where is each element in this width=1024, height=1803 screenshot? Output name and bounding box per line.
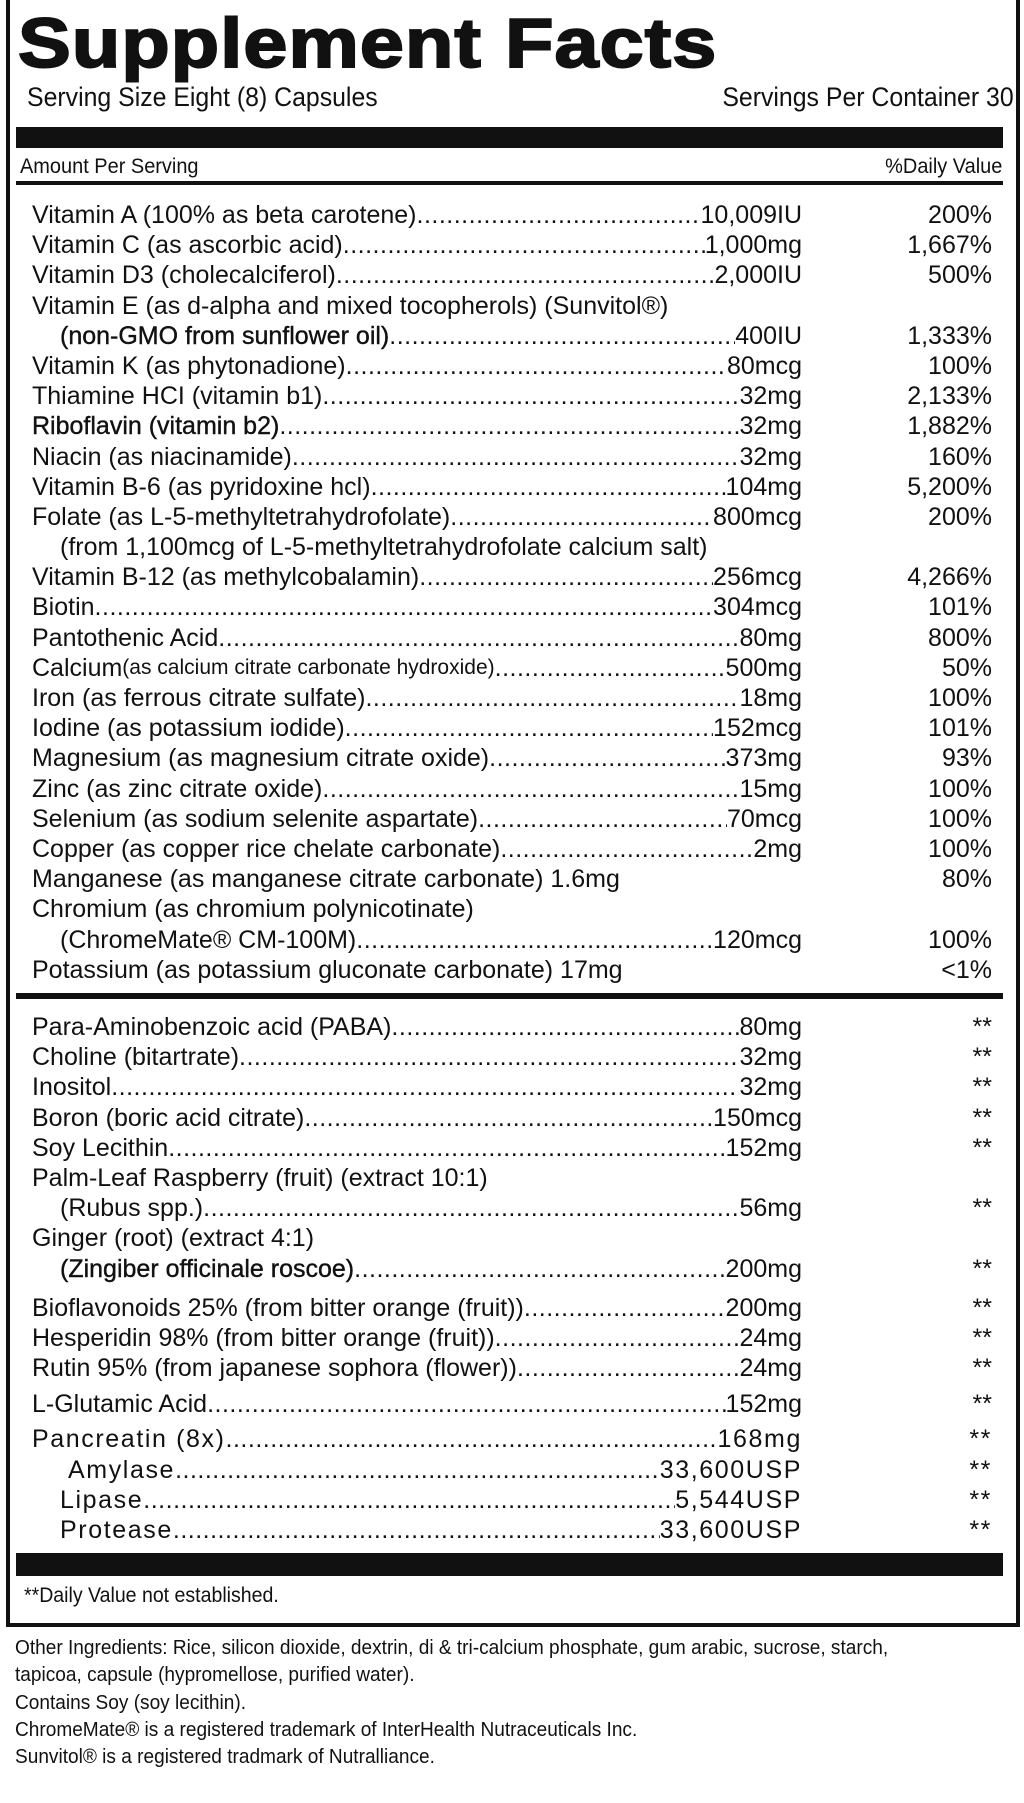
- dot-leader: [304, 1103, 713, 1133]
- nutrient-name: Riboflavin (vitamin b2): [32, 412, 280, 441]
- dot-leader: [111, 1072, 739, 1102]
- daily-value: 100%: [928, 684, 992, 712]
- nutrient-line: [32, 562, 802, 592]
- nutrient-row: [28, 1455, 992, 1485]
- dot-leader: [500, 834, 753, 864]
- nutrient-amount: 304mcg: [713, 593, 802, 622]
- nutrient-row: [28, 834, 992, 864]
- nutrient-amount: 2,000IU: [714, 261, 802, 290]
- nutrient-name: Selenium (as sodium selenite aspartate): [32, 804, 479, 833]
- divider: [16, 181, 1003, 185]
- nutrient-line: [32, 1072, 802, 1102]
- nutrient-name: (Zingiber officinale roscoe): [60, 1254, 355, 1283]
- nutrient-amount: 33,600USP: [659, 1516, 802, 1544]
- dot-leader: [478, 804, 727, 834]
- nutrient-amount: 800mcg: [713, 502, 802, 531]
- nutrient-amount: 152mcg: [713, 714, 802, 743]
- dot-leader: [495, 1323, 740, 1353]
- nutrient-name: Rutin 95% (from japanese sophora (flower)): [32, 1354, 517, 1383]
- nutrient-name: Para-Aminobenzoic acid (PABA): [32, 1013, 392, 1041]
- nutrient-line: [32, 774, 802, 804]
- daily-value: **: [969, 1455, 992, 1484]
- nutrient-row: [28, 955, 992, 985]
- nutrient-amount: 500mg: [725, 653, 802, 682]
- nutrient-row: [28, 1103, 992, 1133]
- nutrient-row: [28, 1293, 992, 1323]
- nutrient-row: [28, 894, 992, 924]
- dot-leader: [95, 592, 714, 622]
- dot-leader: [292, 442, 740, 472]
- nutrient-name: Amylase: [68, 1455, 176, 1484]
- nutrient-row: [28, 1223, 992, 1253]
- daily-value: <1%: [941, 955, 992, 984]
- nutrient-name: Vitamin B-12 (as methylcobalamin): [32, 563, 420, 592]
- daily-value: 200%: [928, 502, 992, 531]
- nutrient-row: [28, 1485, 992, 1515]
- daily-value: 101%: [928, 714, 992, 743]
- nutrient-name: Vitamin D3 (cholecalciferol): [32, 261, 336, 290]
- nutrient-amount: 200mg: [725, 1254, 802, 1283]
- other-ingredients-text: [15, 1634, 1010, 1770]
- other-ingredients-list: [28, 1012, 992, 1545]
- thick-divider: [16, 127, 1003, 148]
- dot-leader: [345, 713, 713, 743]
- daily-value: 80%: [941, 865, 992, 894]
- daily-value: **: [972, 1103, 992, 1132]
- dot-leader: [322, 381, 739, 411]
- dot-leader: [524, 1293, 726, 1323]
- nutrient-row: [28, 774, 992, 804]
- daily-value: **: [972, 1254, 992, 1283]
- nutrient-amount: 10,009IU: [700, 201, 802, 229]
- dot-leader: [336, 260, 715, 290]
- serving-size: Serving Size Eight (8) Capsules: [27, 82, 378, 112]
- daily-value: 2,133%: [907, 382, 992, 411]
- vitamins-minerals-list: [28, 200, 992, 985]
- nutrient-name: Vitamin C (as ascorbic acid): [32, 231, 343, 260]
- nutrient-name: Niacin (as niacinamide): [32, 442, 292, 471]
- nutrient-amount: 32mg: [739, 1073, 802, 1102]
- daily-value: 100%: [928, 351, 992, 380]
- nutrient-line: [32, 894, 802, 924]
- dot-leader: [173, 1515, 660, 1545]
- nutrient-row: [28, 1424, 992, 1454]
- nutrient-name: Bioflavonoids 25% (from bitter orange (fruit)): [32, 1293, 524, 1322]
- daily-value: 160%: [928, 442, 992, 471]
- nutrient-line: [32, 1389, 802, 1419]
- nutrient-row: [28, 1012, 992, 1042]
- nutrient-line: [32, 1293, 802, 1323]
- nutrient-line: [32, 1103, 802, 1133]
- nutrient-name: Iron (as ferrous citrate sulfate): [32, 684, 366, 712]
- daily-value: **: [972, 1194, 992, 1223]
- nutrient-amount: 168mg: [717, 1425, 802, 1454]
- nutrient-line: [32, 1223, 802, 1253]
- nutrient-name: Pancreatin (8x): [32, 1425, 226, 1454]
- nutrient-source: (as calcium citrate carbonate hydroxide): [122, 655, 495, 679]
- dot-leader: [391, 1012, 739, 1042]
- dot-leader: [450, 502, 713, 532]
- nutrient-line: [32, 1353, 802, 1383]
- thick-divider: [16, 1553, 1003, 1576]
- nutrient-name: Lipase: [60, 1485, 144, 1514]
- nutrient-name: Palm-Leaf Raspberry (fruit) (extract 10:1): [32, 1163, 488, 1192]
- nutrient-name: Magnesium (as magnesium citrate oxide): [32, 744, 490, 773]
- nutrient-name: Manganese (as manganese citrate carbonate) 1.6mg: [32, 865, 620, 894]
- daily-value: **: [972, 1323, 992, 1352]
- nutrient-amount: 24mg: [739, 1323, 802, 1352]
- nutrient-name: Boron (boric acid citrate): [32, 1103, 305, 1132]
- nutrient-name: Soy Lecithin: [32, 1133, 169, 1162]
- nutrient-name: Hesperidin 98% (from bitter orange (fruit)): [32, 1323, 495, 1352]
- nutrient-row: [28, 1353, 992, 1383]
- nutrient-amount: 32mg: [739, 382, 802, 411]
- nutrient-name: Calcium: [32, 653, 123, 682]
- nutrient-name: Ginger (root) (extract 4:1): [32, 1224, 315, 1253]
- nutrient-row: [28, 260, 992, 290]
- dot-leader: [218, 623, 739, 653]
- dot-leader: [365, 683, 739, 713]
- nutrient-name: Folate (as L-5-methyltetrahydrofolate): [32, 502, 451, 531]
- daily-value: **: [969, 1425, 992, 1454]
- dot-leader: [207, 1389, 725, 1419]
- dot-leader: [168, 1133, 725, 1163]
- dot-leader: [279, 411, 739, 441]
- nutrient-line: [60, 532, 802, 562]
- nutrient-line: [32, 834, 802, 864]
- daily-value: 100%: [928, 804, 992, 833]
- dot-leader: [356, 925, 713, 955]
- daily-value: 1,333%: [907, 321, 992, 350]
- nutrient-line: [32, 955, 802, 985]
- dot-leader: [354, 1254, 725, 1284]
- nutrient-amount: 400IU: [735, 321, 802, 350]
- nutrient-row: [28, 1389, 992, 1419]
- daily-value: **: [972, 1354, 992, 1383]
- nutrient-row: [28, 1193, 992, 1223]
- nutrient-line: [32, 592, 802, 622]
- dot-leader: [371, 472, 726, 502]
- nutrient-line: [32, 1042, 802, 1072]
- nutrient-row: [28, 804, 992, 834]
- nutrient-line: [32, 230, 802, 260]
- nutrient-name: L-Glutamic Acid: [32, 1390, 208, 1419]
- daily-value: 200%: [928, 201, 992, 229]
- nutrient-line: [32, 804, 802, 834]
- nutrient-line: [60, 1515, 802, 1545]
- nutrient-amount: 120mcg: [713, 925, 802, 954]
- nutrient-row: [28, 683, 992, 713]
- daily-value: **: [972, 1390, 992, 1419]
- nutrient-name: Vitamin K (as phytonadione): [32, 351, 346, 380]
- nutrient-line: [32, 1012, 802, 1042]
- daily-value-header: %Daily Value: [884, 155, 1002, 178]
- nutrient-name: Inositol: [32, 1073, 112, 1102]
- nutrient-row: [28, 442, 992, 472]
- nutrient-row: [28, 411, 992, 441]
- nutrient-amount: 256mcg: [713, 563, 802, 592]
- nutrient-row: [28, 472, 992, 502]
- nutrient-row: [28, 1515, 992, 1545]
- nutrient-amount: 32mg: [739, 412, 802, 441]
- nutrient-line: [32, 1163, 802, 1193]
- nutrient-row: [28, 1072, 992, 1102]
- daily-value: **: [969, 1485, 992, 1514]
- nutrient-amount: 80mg: [739, 1013, 802, 1041]
- nutrient-amount: 15mg: [739, 774, 802, 803]
- dot-leader: [419, 562, 713, 592]
- nutrient-row: [28, 592, 992, 622]
- daily-value: **: [972, 1133, 992, 1162]
- nutrient-line: [68, 1455, 802, 1485]
- nutrient-amount: 24mg: [739, 1354, 802, 1383]
- divider: [16, 993, 1003, 999]
- nutrient-line: [32, 743, 802, 773]
- nutrient-name: Zinc (as zinc citrate oxide): [32, 774, 323, 803]
- nutrient-amount: 152mg: [725, 1133, 802, 1162]
- nutrient-row: [28, 1254, 992, 1284]
- dot-leader: [322, 774, 739, 804]
- nutrient-amount: 80mg: [739, 623, 802, 652]
- text-line: ChromeMate® is a registered trademark of InterHealth Nutraceuticals Inc.: [15, 1717, 638, 1741]
- nutrient-name: Copper (as copper rice chelate carbonate): [32, 834, 501, 863]
- nutrient-amount: 32mg: [739, 1043, 802, 1072]
- daily-value: **: [972, 1013, 992, 1041]
- nutrient-line: [60, 1193, 802, 1223]
- dot-leader: [346, 351, 727, 381]
- text-line: Sunvitol® is a registered tradmark of Nutralliance.: [15, 1745, 435, 1769]
- nutrient-line: [32, 291, 802, 321]
- nutrient-line: [32, 1323, 802, 1353]
- nutrient-name: (Rubus spp.): [60, 1194, 204, 1223]
- panel-title: Supplement Facts: [18, 4, 718, 82]
- nutrient-line: [32, 442, 802, 472]
- dot-leader: [143, 1485, 675, 1515]
- nutrient-line: [32, 653, 802, 683]
- daily-value: **: [972, 1043, 992, 1072]
- nutrient-name: (non-GMO from sunflower oil): [60, 321, 390, 350]
- daily-value: 100%: [928, 774, 992, 803]
- nutrient-row: [28, 532, 992, 562]
- nutrient-row: [28, 502, 992, 532]
- nutrient-amount: 33,600USP: [659, 1455, 802, 1484]
- nutrient-amount: 18mg: [739, 684, 802, 712]
- nutrient-name: Choline (bitartrate): [32, 1043, 240, 1072]
- nutrient-amount: 80mcg: [726, 351, 802, 380]
- nutrient-amount: 1,000mg: [704, 231, 802, 260]
- nutrient-name: Chromium (as chromium polynicotinate): [32, 895, 474, 924]
- daily-value: 1,882%: [907, 412, 992, 441]
- dot-leader: [226, 1424, 718, 1454]
- daily-value: 5,200%: [907, 472, 992, 501]
- nutrient-name: Iodine (as potassium iodide): [32, 714, 345, 743]
- nutrient-amount: 200mg: [725, 1293, 802, 1322]
- nutrient-name: Biotin: [32, 593, 95, 622]
- nutrient-row: [28, 562, 992, 592]
- nutrient-row: [28, 864, 992, 894]
- nutrient-row: [28, 713, 992, 743]
- nutrient-name: Vitamin A (100% as beta carotene): [32, 201, 417, 229]
- text-line: Other Ingredients: Rice, silicon dioxide, dextrin, di & tri-calcium phosphate, gum arabic, sucrose, starch,: [15, 1636, 889, 1659]
- dot-leader: [389, 321, 735, 351]
- daily-value: 1,667%: [907, 231, 992, 260]
- nutrient-name: Pantothenic Acid: [32, 623, 219, 652]
- daily-value: 100%: [928, 834, 992, 863]
- daily-value: **: [972, 1293, 992, 1322]
- text-line: Contains Soy (soy lecithin).: [15, 1690, 247, 1714]
- nutrient-row: [28, 1323, 992, 1353]
- nutrient-amount: 56mg: [739, 1194, 802, 1223]
- nutrient-line: [32, 381, 802, 411]
- daily-value: 800%: [928, 623, 992, 652]
- nutrient-row: [28, 1133, 992, 1163]
- daily-value: **: [969, 1516, 992, 1544]
- dot-leader: [343, 230, 705, 260]
- nutrient-line: [32, 683, 802, 713]
- nutrient-amount: 2mg: [753, 834, 802, 863]
- nutrient-line: [32, 864, 802, 894]
- nutrient-row: [28, 351, 992, 381]
- nutrient-row: [28, 230, 992, 260]
- dot-leader: [517, 1353, 740, 1383]
- nutrient-row: [28, 623, 992, 653]
- nutrient-amount: 152mg: [725, 1390, 802, 1419]
- nutrient-line: [32, 1424, 802, 1454]
- nutrient-name: Vitamin B-6 (as pyridoxine hcl): [32, 472, 371, 501]
- nutrient-line: [32, 502, 802, 532]
- nutrient-name: Thiamine HCI (vitamin b1): [32, 382, 323, 411]
- nutrient-name: (from 1,100mcg of L-5-methyltetrahydrofolate calcium salt): [60, 533, 708, 562]
- nutrient-row: [28, 200, 992, 230]
- nutrient-row: [28, 1163, 992, 1193]
- nutrient-name: Protease: [60, 1516, 173, 1544]
- nutrient-amount: 70mcg: [726, 804, 802, 833]
- daily-value: 500%: [928, 261, 992, 290]
- dot-leader: [175, 1455, 660, 1485]
- daily-value: 100%: [928, 925, 992, 954]
- daily-value: **: [972, 1073, 992, 1102]
- nutrient-line: [60, 321, 802, 351]
- nutrient-row: [28, 1042, 992, 1072]
- nutrient-row: [28, 381, 992, 411]
- text-line: tapicoa, capsule (hypromellose, purified water).: [15, 1663, 415, 1687]
- nutrient-row: [28, 653, 992, 683]
- nutrient-line: [32, 200, 802, 230]
- nutrient-amount: 32mg: [739, 442, 802, 471]
- dot-leader: [417, 200, 701, 230]
- nutrient-name: Vitamin E (as d-alpha and mixed tocopherols) (Sunvitol®): [32, 291, 669, 320]
- dot-leader: [239, 1042, 739, 1072]
- daily-value-footnote: **Daily Value not established.: [24, 1584, 279, 1607]
- nutrient-row: [28, 925, 992, 955]
- daily-value: 101%: [928, 593, 992, 622]
- daily-value: 93%: [941, 744, 992, 773]
- nutrient-amount: 5,544USP: [675, 1485, 802, 1514]
- nutrient-line: [32, 623, 802, 653]
- nutrient-amount: 104mg: [725, 472, 802, 501]
- dot-leader: [203, 1193, 739, 1223]
- nutrient-line: [32, 411, 802, 441]
- nutrient-amount: 150mcg: [713, 1103, 802, 1132]
- nutrient-amount: 373mg: [725, 744, 802, 773]
- nutrient-line: [32, 472, 802, 502]
- nutrient-row: [28, 291, 992, 321]
- daily-value: 50%: [941, 653, 992, 682]
- nutrient-line: [60, 925, 802, 955]
- nutrient-row: [28, 321, 992, 351]
- amount-per-serving-header: Amount Per Serving: [20, 155, 199, 178]
- nutrient-name: Potassium (as potassium gluconate carbonate) 17mg: [32, 955, 623, 984]
- dot-leader: [489, 743, 725, 773]
- nutrient-line: [60, 1254, 802, 1284]
- nutrient-line: [32, 1133, 802, 1163]
- nutrient-name: (ChromeMate® CM-100M): [60, 925, 357, 954]
- nutrient-row: [28, 743, 992, 773]
- nutrient-line: [32, 713, 802, 743]
- dot-leader: [495, 653, 726, 683]
- servings-per-container: Servings Per Container 30: [722, 82, 1014, 112]
- nutrient-line: [32, 351, 802, 381]
- nutrient-line: [60, 1485, 802, 1515]
- nutrient-line: [32, 260, 802, 290]
- daily-value: 4,266%: [907, 563, 992, 592]
